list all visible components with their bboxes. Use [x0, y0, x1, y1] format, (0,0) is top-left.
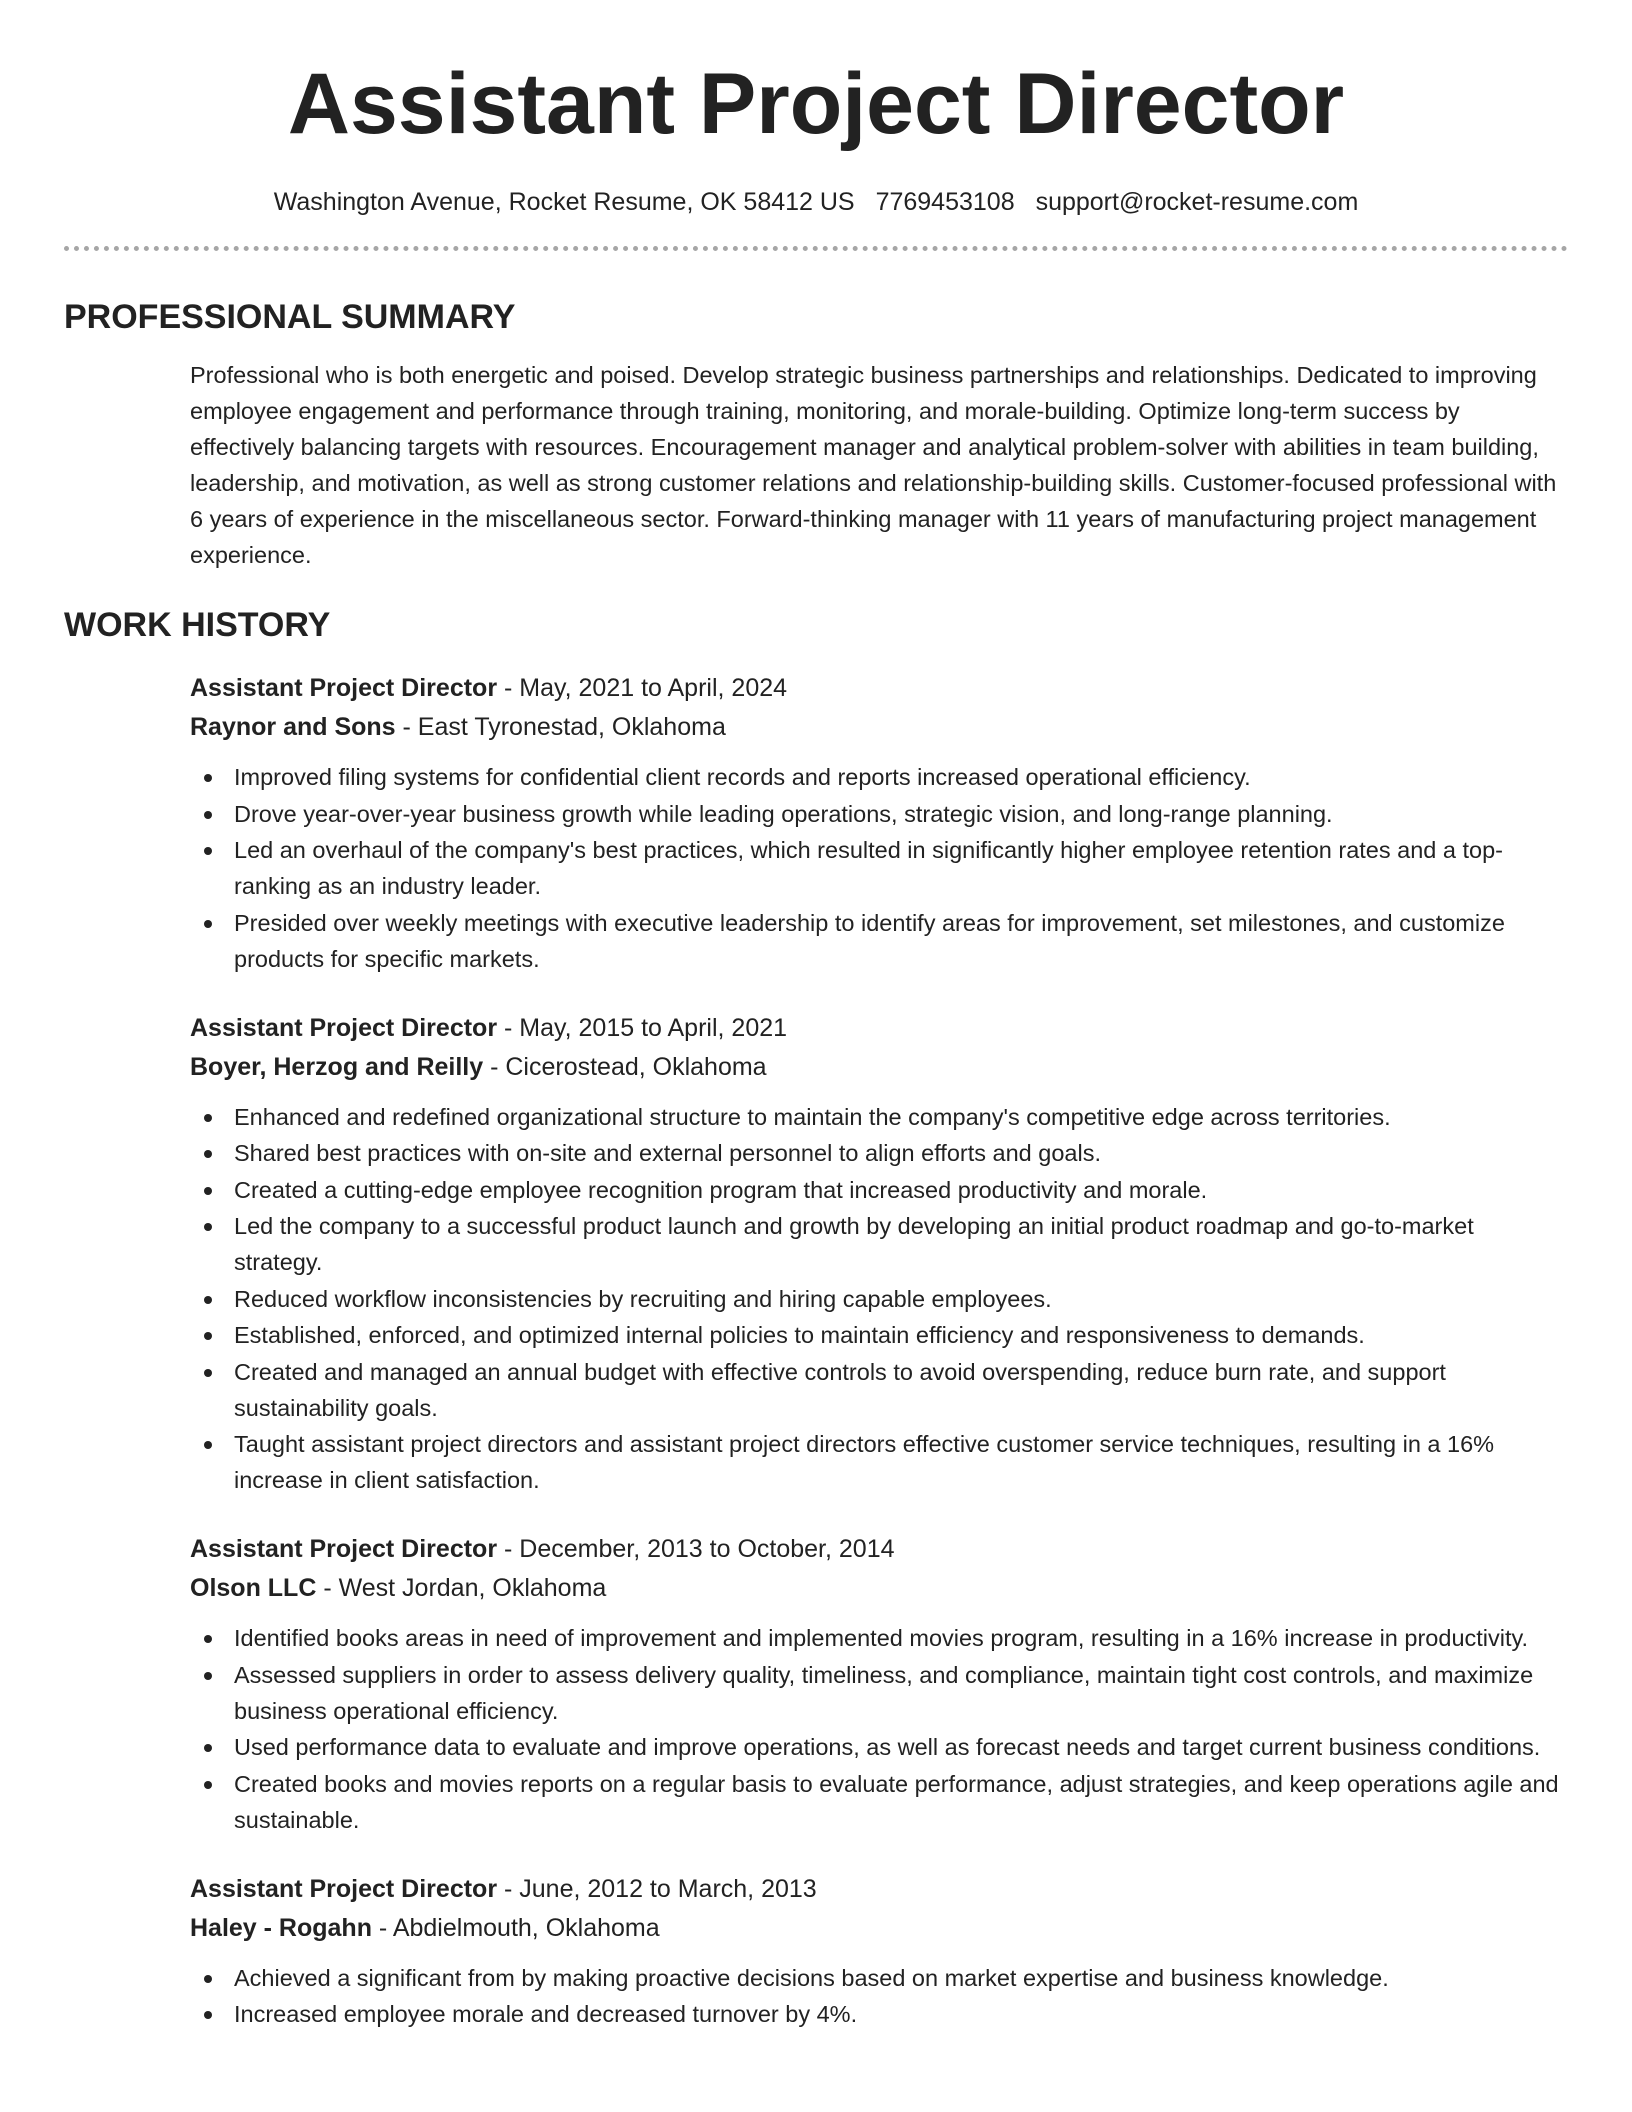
job-bullet: Shared best practices with on-site and external personnel to align efforts and goals. — [234, 1135, 1568, 1171]
job-dates: - December, 2013 to October, 2014 — [497, 1535, 895, 1563]
job-entry — [190, 669, 1568, 977]
job-bullet: Enhanced and redefined organizational structure to maintain the company's competitive edge across territories. — [234, 1099, 1568, 1135]
job-location: - Abdielmouth, Oklahoma — [371, 1913, 660, 1942]
job-company-line — [190, 1048, 1568, 1087]
job-dates: - June, 2012 to March, 2013 — [497, 1874, 817, 1903]
contact-address: Washington Avenue, Rocket Resume, OK 58412 US — [273, 188, 855, 216]
job-bullets — [190, 1960, 1568, 2033]
summary-text: Professional who is both energetic and poised. Develop strategic business partnerships and relationships. Dedicated to improving employee engagement and performance through training, monitoring, and morale-building. Optimize long-term success by effectively balancing targets with resources. Encouragement manager and analytical problem-solver with abilities in team building, leadership, and motivation, as well as strong customer relations and relationship-building skills. Customer-focused professional with 6 years of experience in the miscellaneous sector. Forward-thinking manager with 11 years of manufacturing project management experience. — [190, 362, 1557, 568]
job-bullet: Created books and movies reports on a regular basis to evaluate performance, adjust strategies, and keep operations agile and sustainable. — [234, 1766, 1568, 1838]
job-location: - West Jordan, Oklahoma — [316, 1574, 607, 1602]
job-company-line — [190, 1569, 1568, 1608]
job-company: Olson LLC — [190, 1574, 317, 1602]
job-bullets — [190, 1620, 1568, 1838]
header-divider — [64, 246, 1568, 251]
job-bullet: Presided over weekly meetings with executive leadership to identify areas for improvement, set milestones, and customize products for specific markets. — [234, 905, 1568, 977]
job-bullet: Used performance data to evaluate and improve operations, as well as forecast needs and target current business conditions. — [234, 1729, 1568, 1765]
job-bullet: Led the company to a successful product launch and growth by developing an initial product roadmap and go-to-market strategy. — [234, 1208, 1568, 1280]
contact-phone: 7769453108 — [875, 188, 1015, 216]
job-bullet: Assessed suppliers in order to assess delivery quality, timeliness, and compliance, maintain tight cost controls, and maximize business operational efficiency. — [234, 1657, 1568, 1729]
job-bullet: Identified books areas in need of improvement and implemented movies program, resulting in a 16% increase in productivity. — [234, 1620, 1568, 1656]
job-company: Raynor and Sons — [190, 713, 396, 741]
job-title-line — [190, 669, 1568, 708]
job-bullet: Reduced workflow inconsistencies by recruiting and hiring capable employees. — [234, 1281, 1568, 1317]
work-history-list — [190, 669, 1568, 2032]
resume-page — [64, 0, 1568, 2033]
candidate-name: Assistant Project Director — [287, 56, 1345, 152]
summary-heading: PROFESSIONAL SUMMARY — [64, 298, 516, 336]
job-role: Assistant Project Director — [190, 674, 498, 702]
job-title-line — [190, 1009, 1568, 1048]
job-location: - East Tyronestad, Oklahoma — [395, 713, 726, 741]
job-company-line — [190, 708, 1568, 747]
job-company: Haley - Rogahn — [190, 1913, 372, 1942]
contact-email: support@rocket-resume.com — [1035, 188, 1359, 216]
job-company-line — [190, 1909, 1568, 1948]
job-bullet: Established, enforced, and optimized internal policies to maintain efficiency and responsiveness to demands. — [234, 1317, 1568, 1353]
job-title-line — [190, 1870, 1568, 1909]
job-bullet: Led an overhaul of the company's best practices, which resulted in significantly higher employee retention rates and a top-ranking as an industry leader. — [234, 832, 1568, 904]
job-bullets — [190, 1099, 1568, 1499]
job-bullet: Achieved a significant from by making proactive decisions based on market expertise and business knowledge. — [234, 1960, 1568, 1996]
job-role: Assistant Project Director — [190, 1874, 498, 1903]
job-entry — [190, 1009, 1568, 1499]
job-bullet: Created a cutting-edge employee recognition program that increased productivity and morale. — [234, 1172, 1568, 1208]
job-role: Assistant Project Director — [190, 1013, 498, 1042]
job-dates: - May, 2021 to April, 2024 — [497, 674, 788, 702]
job-bullet: Improved filing systems for confidential client records and reports increased operational efficiency. — [234, 759, 1568, 795]
job-dates: - May, 2015 to April, 2021 — [497, 1013, 788, 1042]
job-bullet: Created and managed an annual budget with effective controls to avoid overspending, reduce burn rate, and support sustainability goals. — [234, 1354, 1568, 1426]
job-bullet: Taught assistant project directors and assistant project directors effective customer service techniques, resulting in a 16% increase in client satisfaction. — [234, 1426, 1568, 1498]
job-company: Boyer, Herzog and Reilly — [190, 1052, 484, 1081]
job-bullet: Drove year-over-year business growth while leading operations, strategic vision, and long-range planning. — [234, 796, 1568, 832]
job-bullet: Increased employee morale and decreased turnover by 4%. — [234, 1996, 1568, 2032]
work-history-heading: WORK HISTORY — [64, 606, 331, 644]
job-role: Assistant Project Director — [190, 1535, 498, 1563]
job-title-line — [190, 1530, 1568, 1569]
contact-line — [64, 186, 1568, 218]
job-location: - Cicerostead, Oklahoma — [483, 1052, 767, 1081]
job-bullets — [190, 759, 1568, 977]
job-entry — [190, 1530, 1568, 1838]
job-entry — [190, 1870, 1568, 2033]
